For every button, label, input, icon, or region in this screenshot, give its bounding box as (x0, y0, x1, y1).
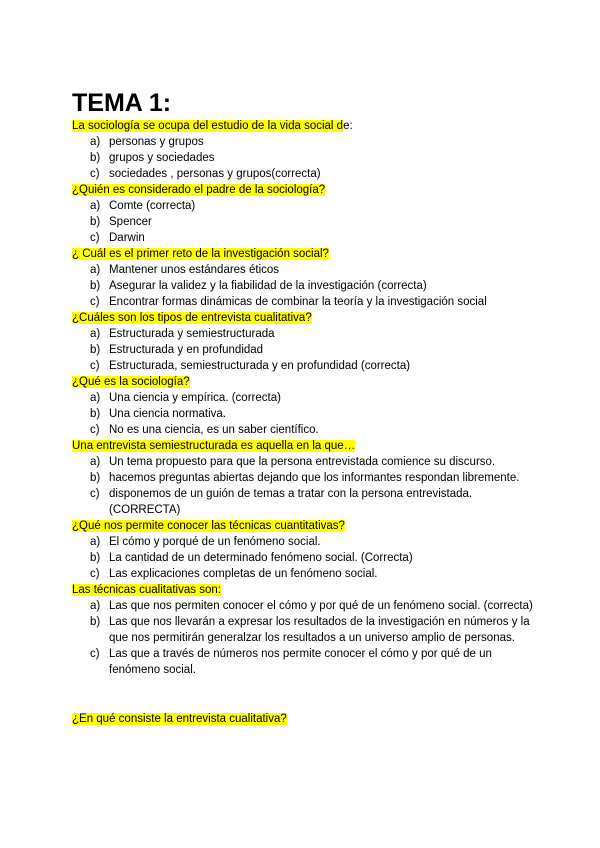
option-text: Las que a través de números nos permite conocer el cómo y por qué de un fenómeno social. (109, 648, 492, 676)
answer-option (72, 214, 542, 230)
option-text: hacemos preguntas abiertas dejando que los informantes respondan libremente. (109, 472, 520, 484)
question-block (72, 438, 542, 518)
answer-option (72, 262, 542, 278)
option-text: Mantener unos estándares éticos (109, 264, 280, 276)
option-marker: b) (90, 552, 101, 564)
option-text: personas y grupos (109, 136, 204, 148)
answer-option (72, 406, 542, 422)
question-block (72, 118, 542, 182)
option-marker: a) (90, 536, 101, 548)
answer-option (72, 470, 542, 486)
highlighted-question: Una entrevista semiestructurada es aquella en la que… (72, 440, 356, 452)
option-text: Encontrar formas dinámicas de combinar la teoría y la investigación social (109, 296, 487, 308)
option-marker: b) (90, 344, 101, 356)
option-marker: a) (90, 136, 101, 148)
option-marker: a) (90, 600, 101, 612)
question-text (72, 582, 542, 598)
answer-options (72, 598, 542, 678)
answer-options (72, 390, 542, 438)
answer-option (72, 294, 542, 310)
answer-option (72, 422, 542, 438)
option-text: No es una ciencia, es un saber científico. (109, 424, 319, 436)
answer-options (72, 198, 542, 246)
option-marker: c) (90, 296, 100, 308)
answer-options (72, 534, 542, 582)
question-block (72, 310, 542, 374)
question-text (72, 182, 542, 198)
option-text: La cantidad de un determinado fenómeno social. (Correcta) (109, 552, 413, 564)
answer-options (72, 134, 542, 182)
option-text: Un tema propuesto para que la persona entrevistada comience su discurso. (109, 456, 496, 468)
option-text: sociedades , personas y grupos(correcta) (109, 168, 321, 180)
answer-options (72, 262, 542, 310)
answer-option (72, 358, 542, 374)
option-text: Estructurada y semiestructurada (109, 328, 275, 340)
option-marker: a) (90, 264, 101, 276)
question-block (72, 246, 542, 310)
option-text: disponemos de un guión de temas a tratar con la persona entrevistada. (CORRECTA) (109, 488, 473, 516)
question-text (72, 438, 542, 454)
answer-option (72, 326, 542, 342)
answer-option (72, 134, 542, 150)
question-text (72, 518, 542, 534)
answer-option (72, 646, 542, 678)
option-marker: c) (90, 568, 100, 580)
answer-option (72, 550, 542, 566)
highlighted-question: ¿Qué nos permite conocer las técnicas cuantitativas? (72, 520, 345, 532)
spacer (72, 678, 542, 711)
option-marker: b) (90, 152, 101, 164)
answer-options (72, 326, 542, 374)
option-text: Las que nos llevarán a expresar los resultados de la investigación en números y la que nos permitirán generalzar los resultados a un universo amplio de personas. (109, 616, 530, 644)
option-marker: c) (90, 648, 100, 660)
question-list (72, 118, 542, 727)
question-block (72, 182, 542, 246)
answer-option (72, 150, 542, 166)
option-marker: c) (90, 232, 100, 244)
answer-option (72, 198, 542, 214)
answer-options (72, 454, 542, 518)
question-text (72, 374, 542, 390)
option-marker: c) (90, 424, 100, 436)
option-text: Una ciencia normativa. (109, 408, 226, 420)
option-text: Estructurada, semiestructurada y en profundidad (correcta) (109, 360, 411, 372)
answer-option (72, 598, 542, 614)
answer-option (72, 390, 542, 406)
answer-option (72, 230, 542, 246)
option-text: El cómo y porqué de un fenómeno social. (109, 536, 321, 548)
question-text (72, 310, 542, 326)
answer-option (72, 566, 542, 582)
answer-option (72, 614, 542, 646)
question-text-rest: e: (343, 120, 353, 132)
option-text: Comte (correcta) (109, 200, 196, 212)
highlighted-question: Las técnicas cualitativas son: (72, 584, 221, 596)
question-block (72, 582, 542, 678)
option-marker: b) (90, 216, 101, 228)
option-marker: a) (90, 328, 101, 340)
answer-option (72, 534, 542, 550)
option-marker: a) (90, 200, 101, 212)
option-marker: a) (90, 456, 101, 468)
option-marker: b) (90, 472, 101, 484)
option-text: grupos y sociedades (109, 152, 215, 164)
option-marker: b) (90, 616, 101, 628)
option-text: Las que nos permiten conocer el cómo y por qué de un fenómeno social. (correcta) (109, 600, 533, 612)
option-marker: b) (90, 280, 101, 292)
answer-option (72, 166, 542, 182)
highlighted-question: ¿En qué consiste la entrevista cualitativa? (72, 713, 287, 725)
highlighted-question: La sociología se ocupa del estudio de la vida social d (72, 120, 344, 132)
final-question (72, 711, 542, 727)
question-text (72, 246, 542, 262)
option-marker: c) (90, 360, 100, 372)
highlighted-question: ¿Quién es considerado el padre de la sociología? (72, 184, 326, 196)
question-text (72, 118, 542, 134)
highlighted-question: ¿Qué es la sociología? (72, 376, 190, 388)
option-marker: a) (90, 392, 101, 404)
highlighted-question: ¿ Cuál es el primer reto de la investigación social? (72, 248, 329, 260)
option-marker: b) (90, 408, 101, 420)
page-title: TEMA 1: (72, 89, 172, 117)
option-marker: c) (90, 168, 100, 180)
question-block (72, 518, 542, 582)
answer-option (72, 278, 542, 294)
option-text: Estructurada y en profundidad (109, 344, 264, 356)
highlighted-question: ¿Cuáles son los tipos de entrevista cualitativa? (72, 312, 312, 324)
answer-option (72, 342, 542, 358)
answer-option (72, 454, 542, 470)
answer-option (72, 486, 542, 518)
option-text: Asegurar la validez y la fiabilidad de la investigación (correcta) (109, 280, 427, 292)
question-block (72, 374, 542, 438)
option-text: Las explicaciones completas de un fenómeno social. (109, 568, 378, 580)
option-marker: c) (90, 488, 100, 500)
option-text: Una ciencia y empírica. (correcta) (109, 392, 281, 404)
option-text: Darwin (109, 232, 145, 244)
option-text: Spencer (109, 216, 152, 228)
